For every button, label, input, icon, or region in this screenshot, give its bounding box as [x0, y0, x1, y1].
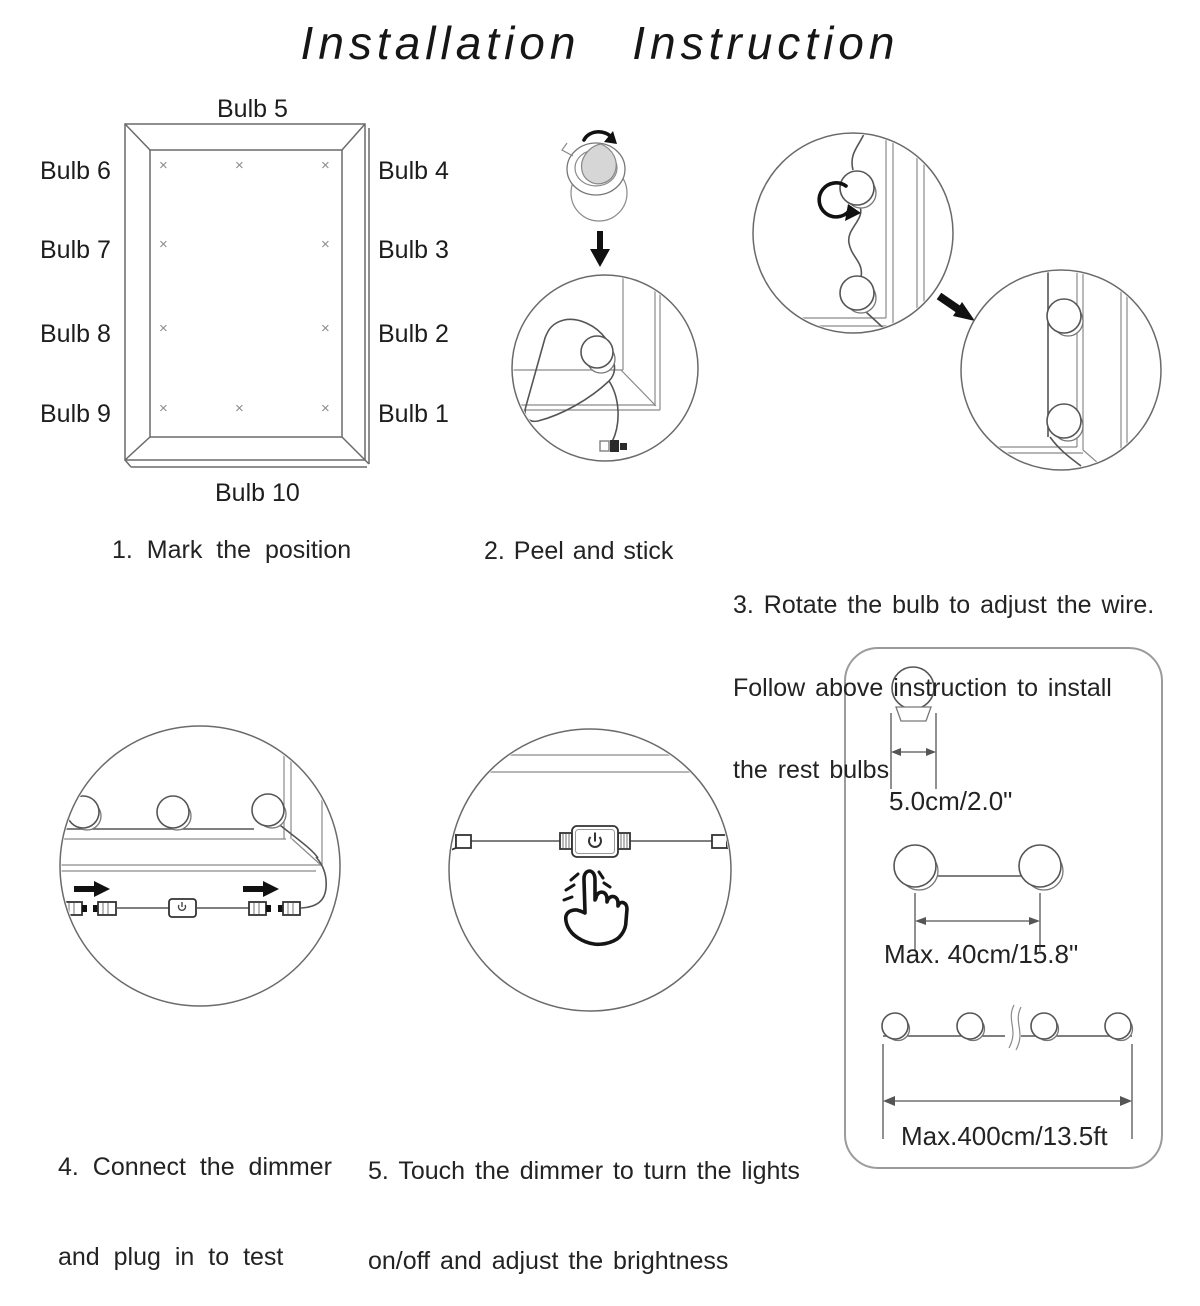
step5-detail-circle [448, 729, 735, 1011]
position-mark: × [159, 157, 168, 174]
position-mark: × [321, 320, 330, 337]
bulb-label-1: Bulb 1 [378, 400, 449, 428]
position-mark: × [321, 400, 330, 417]
touch-dimmer [572, 826, 618, 857]
position-mark: × [321, 236, 330, 253]
position-mark: × [235, 157, 244, 174]
break-mark-icon [1009, 1005, 1021, 1050]
peel-bulb-illustration [562, 131, 627, 221]
wire-plug-icon [600, 440, 627, 452]
step4-detail-circle [60, 726, 340, 1006]
bulb-label-7: Bulb 7 [40, 236, 111, 264]
step5-caption-line2: on/off and adjust the brightness [368, 1247, 729, 1275]
bulb-label-2: Bulb 2 [378, 320, 449, 348]
bulb-label-9: Bulb 9 [40, 400, 111, 428]
step3-caption-line1: 3. Rotate the bulb to adjust the wire. [733, 591, 1155, 619]
step1-caption: 1. Mark the position [112, 536, 352, 564]
bulb-label-5: Bulb 5 [217, 95, 288, 123]
bulb-label-6: Bulb 6 [40, 157, 111, 185]
down-arrow-icon [590, 231, 610, 267]
next-step-arrow-icon [939, 296, 975, 321]
step3-caption-line3: the rest bulbs [733, 756, 890, 784]
position-mark: × [159, 236, 168, 253]
step4-caption [58, 1092, 332, 1302]
step5-caption [368, 1096, 800, 1306]
step4-caption-line1: 4. Connect the dimmer [58, 1153, 332, 1181]
page-title: Installation Instruction [300, 17, 900, 69]
bulb-label-4: Bulb 4 [378, 157, 449, 185]
right-plug-icon [712, 832, 735, 851]
position-mark: × [235, 400, 244, 417]
bulb-label-10: Bulb 10 [215, 479, 300, 507]
step5-caption-line1: 5. Touch the dimmer to turn the lights [368, 1157, 800, 1185]
strip-length-label: Max.400cm/13.5ft [901, 1121, 1108, 1151]
dimmer-inline [169, 899, 196, 917]
strip-length-diagram [882, 1005, 1133, 1139]
position-mark: × [159, 320, 168, 337]
step3-caption-line2: Follow above instruction to install [733, 673, 1112, 702]
step2-caption: 2. Peel and stick [484, 537, 674, 565]
step4-caption-line2: and plug in to test [58, 1243, 284, 1271]
step3-after-circle [961, 268, 1161, 470]
bulb-width-label: 5.0cm/2.0" [889, 786, 1013, 816]
step3-caption [733, 537, 1154, 812]
step2-detail-circle [512, 275, 698, 461]
bulb-label-3: Bulb 3 [378, 236, 449, 264]
power-cord-chain [64, 899, 300, 917]
step3-before-circle [753, 133, 953, 333]
plug-arrow-right-icon [243, 881, 279, 897]
bulb-spacing-label: Max. 40cm/15.8" [884, 939, 1079, 969]
bulb-spacing-diagram [894, 845, 1063, 951]
touch-hand-icon [564, 871, 627, 944]
position-mark: × [321, 157, 330, 174]
bulb-label-8: Bulb 8 [40, 320, 111, 348]
peel-arrow-icon [584, 131, 617, 144]
position-mark: × [159, 400, 168, 417]
plug-arrow-left-icon [74, 881, 110, 897]
